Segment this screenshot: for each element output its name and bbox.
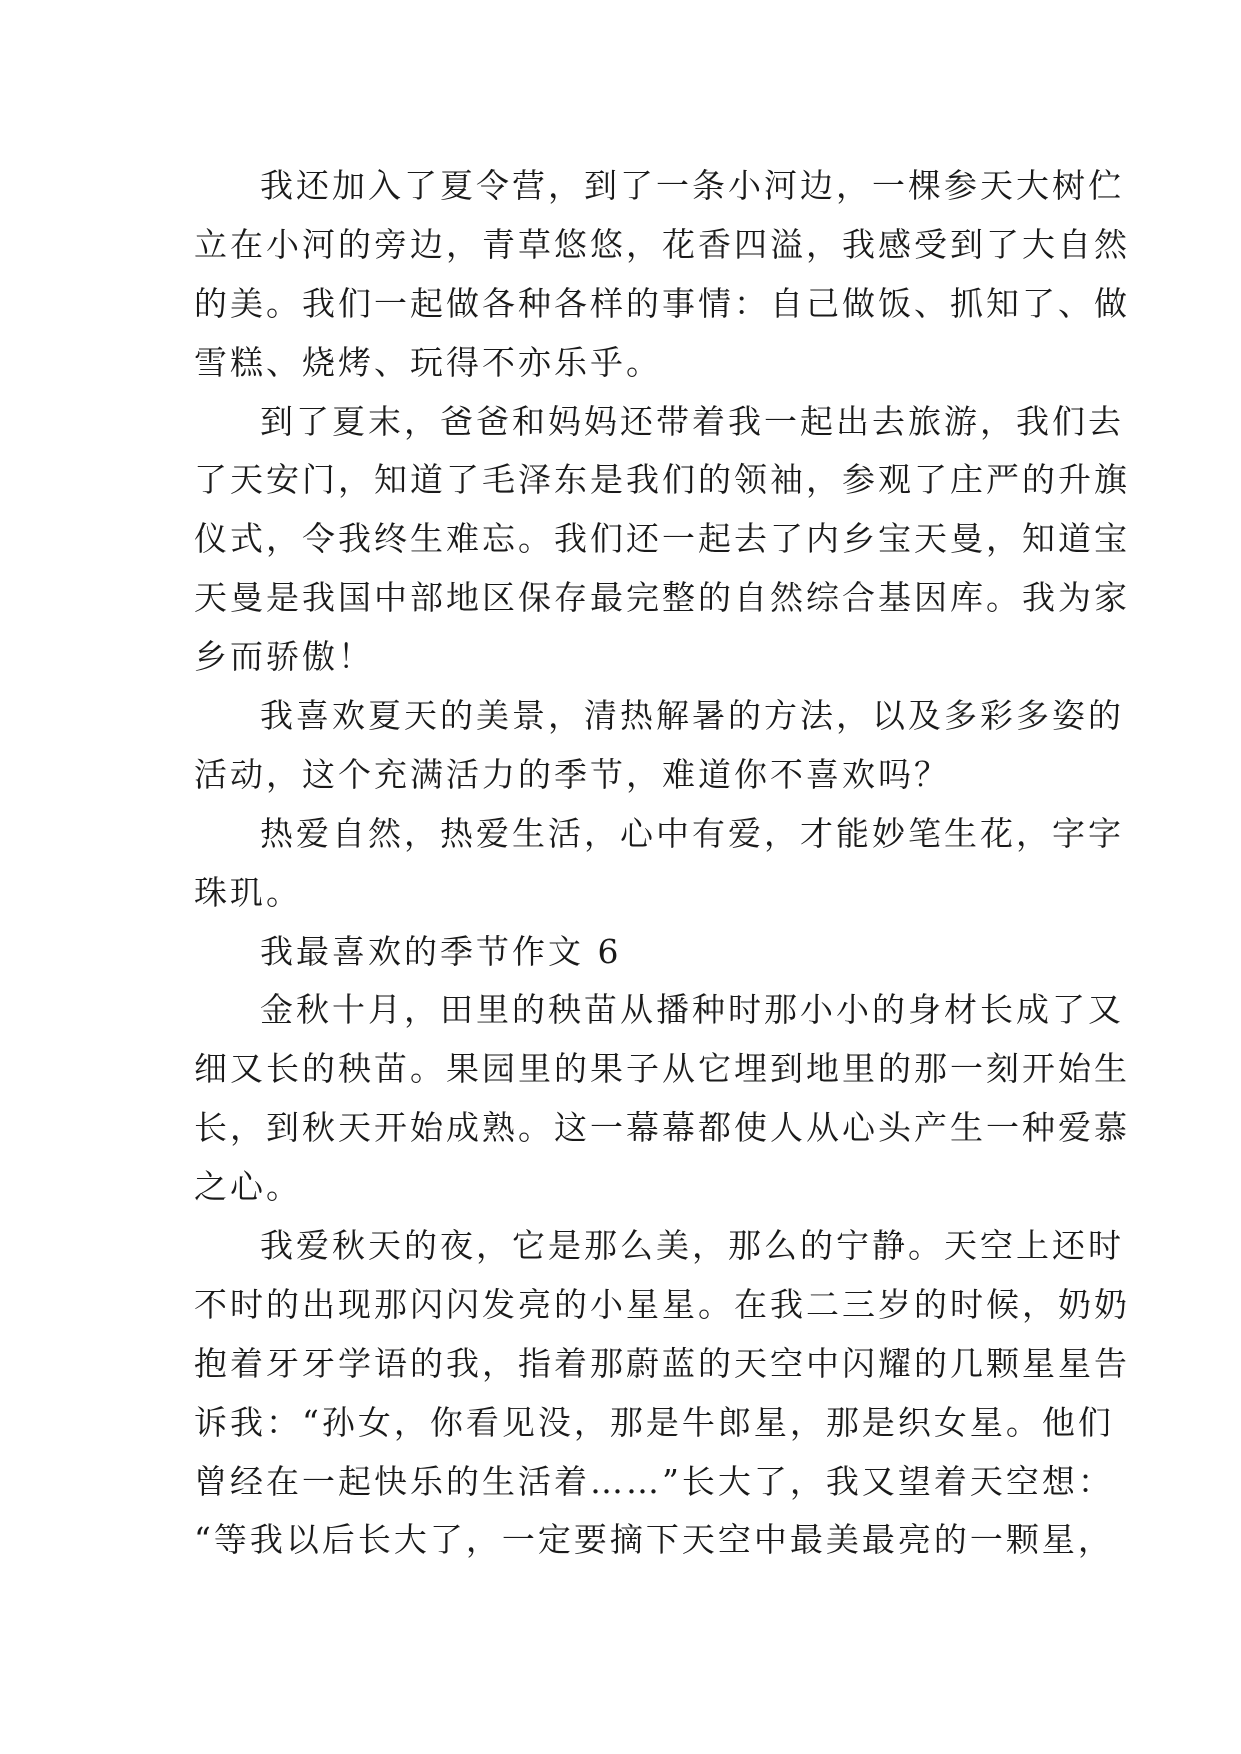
text-line: 不时的出现那闪闪发亮的小星星。在我二三岁的时候，奶奶	[194, 1284, 1130, 1324]
text-line: 金秋十月，田里的秧苗从播种时那小小的身材长成了又	[260, 990, 1124, 1030]
text-line: “等我以后长大了，一定要摘下天空中最美最亮的一颗星，	[194, 1520, 1114, 1560]
text-line: 活动，这个充满活力的季节，难道你不喜欢吗？	[194, 754, 950, 794]
text-line: 细又长的秧苗。果园里的果子从它埋到地里的那一刻开始生	[194, 1049, 1130, 1089]
text-line: 诉我：“孙女，你看见没，那是牛郎星，那是织女星。他们	[194, 1402, 1114, 1442]
text-line: 到了夏末，爸爸和妈妈还带着我一起出去旅游，我们去	[260, 401, 1124, 441]
text-line: 仪式，令我终生难忘。我们还一起去了内乡宝天曼，知道宝	[194, 519, 1130, 559]
text-line: 雪糕、烧烤、玩得不亦乐乎。	[194, 342, 662, 382]
text-line: 乡而骄傲！	[194, 637, 374, 677]
text-line: 珠玑。	[194, 872, 302, 912]
text-line: 之心。	[194, 1167, 302, 1207]
text-line: 我爱秋天的夜，它是那么美，那么的宁静。天空上还时	[260, 1226, 1124, 1266]
text-line: 抱着牙牙学语的我，指着那蔚蓝的天空中闪耀的几颗星星告	[194, 1343, 1130, 1383]
text-line: 了天安门，知道了毛泽东是我们的领袖，参观了庄严的升旗	[194, 460, 1130, 500]
essay-text	[194, 157, 1130, 1570]
text-line: 我还加入了夏令营，到了一条小河边，一棵参天大树伫	[260, 166, 1124, 205]
text-line: 热爱自然，热爱生活，心中有爱，才能妙笔生花，字字	[260, 813, 1124, 853]
text-line: 长，到秋天开始成熟。这一幕幕都使人从心头产生一种爱慕	[194, 1108, 1130, 1148]
text-line: 我喜欢夏天的美景，清热解暑的方法，以及多彩多姿的	[260, 696, 1124, 736]
text-line: 我最喜欢的季节作文 6	[260, 931, 622, 971]
text-line: 的美。我们一起做各种各样的事情：自己做饭、抓知了、做	[194, 283, 1130, 323]
text-line: 天曼是我国中部地区保存最完整的自然综合基因库。我为家	[194, 578, 1130, 618]
text-line: 曾经在一起快乐的生活着……”长大了，我又望着天空想：	[194, 1461, 1114, 1501]
text-line: 立在小河的旁边，青草悠悠，花香四溢，我感受到了大自然	[194, 224, 1130, 264]
